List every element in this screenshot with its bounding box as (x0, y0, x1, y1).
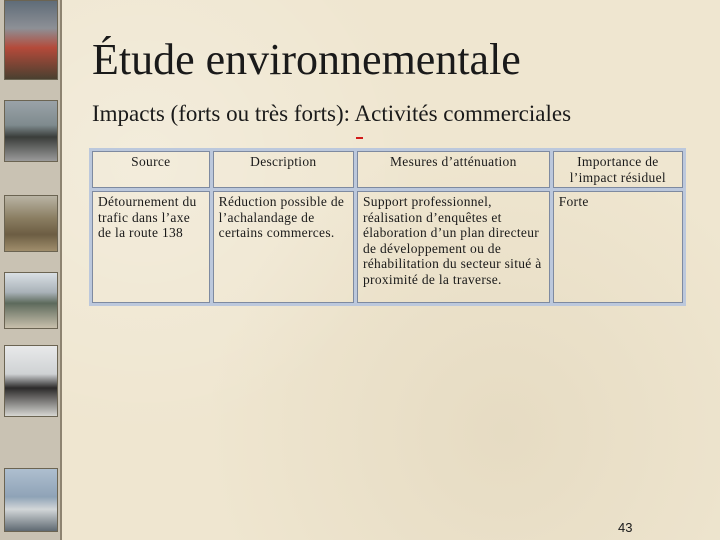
page-number: 43 (618, 520, 633, 535)
cell-mitigation: Support professionnel, réalisation d’enquêtes et élaboration d’un plan directeur de développement ou de réhabilitation du secteur situé à proximité de la traverse. (355, 190, 551, 305)
tunnel-photo (4, 100, 58, 162)
workers-photo (4, 0, 58, 80)
header-description: Description (211, 150, 355, 190)
slide-title: Étude environnementale (92, 35, 521, 84)
cell-residual-impact: Forte (551, 190, 684, 305)
construction-photo (4, 195, 58, 252)
landscape-photo (4, 468, 58, 532)
cell-description: Réduction possible de l’achalandage de certains commerces. (211, 190, 355, 305)
header-mitigation: Mesures d’atténuation (355, 150, 551, 190)
impacts-table (89, 148, 686, 306)
header-source: Source (91, 150, 212, 190)
airport-photo (4, 272, 58, 329)
table-row (91, 190, 685, 305)
slide-subtitle: Impacts (forts ou très forts): Activités commerciales (92, 101, 572, 126)
red-dash-mark (356, 137, 363, 139)
photo-strip (0, 0, 62, 540)
snowmobile-photo (4, 345, 58, 417)
cell-source: Détournement du trafic dans l’axe de la route 138 (91, 190, 212, 305)
header-residual-impact: Importance de l’impact résiduel (551, 150, 684, 190)
table-header-row (91, 150, 685, 190)
